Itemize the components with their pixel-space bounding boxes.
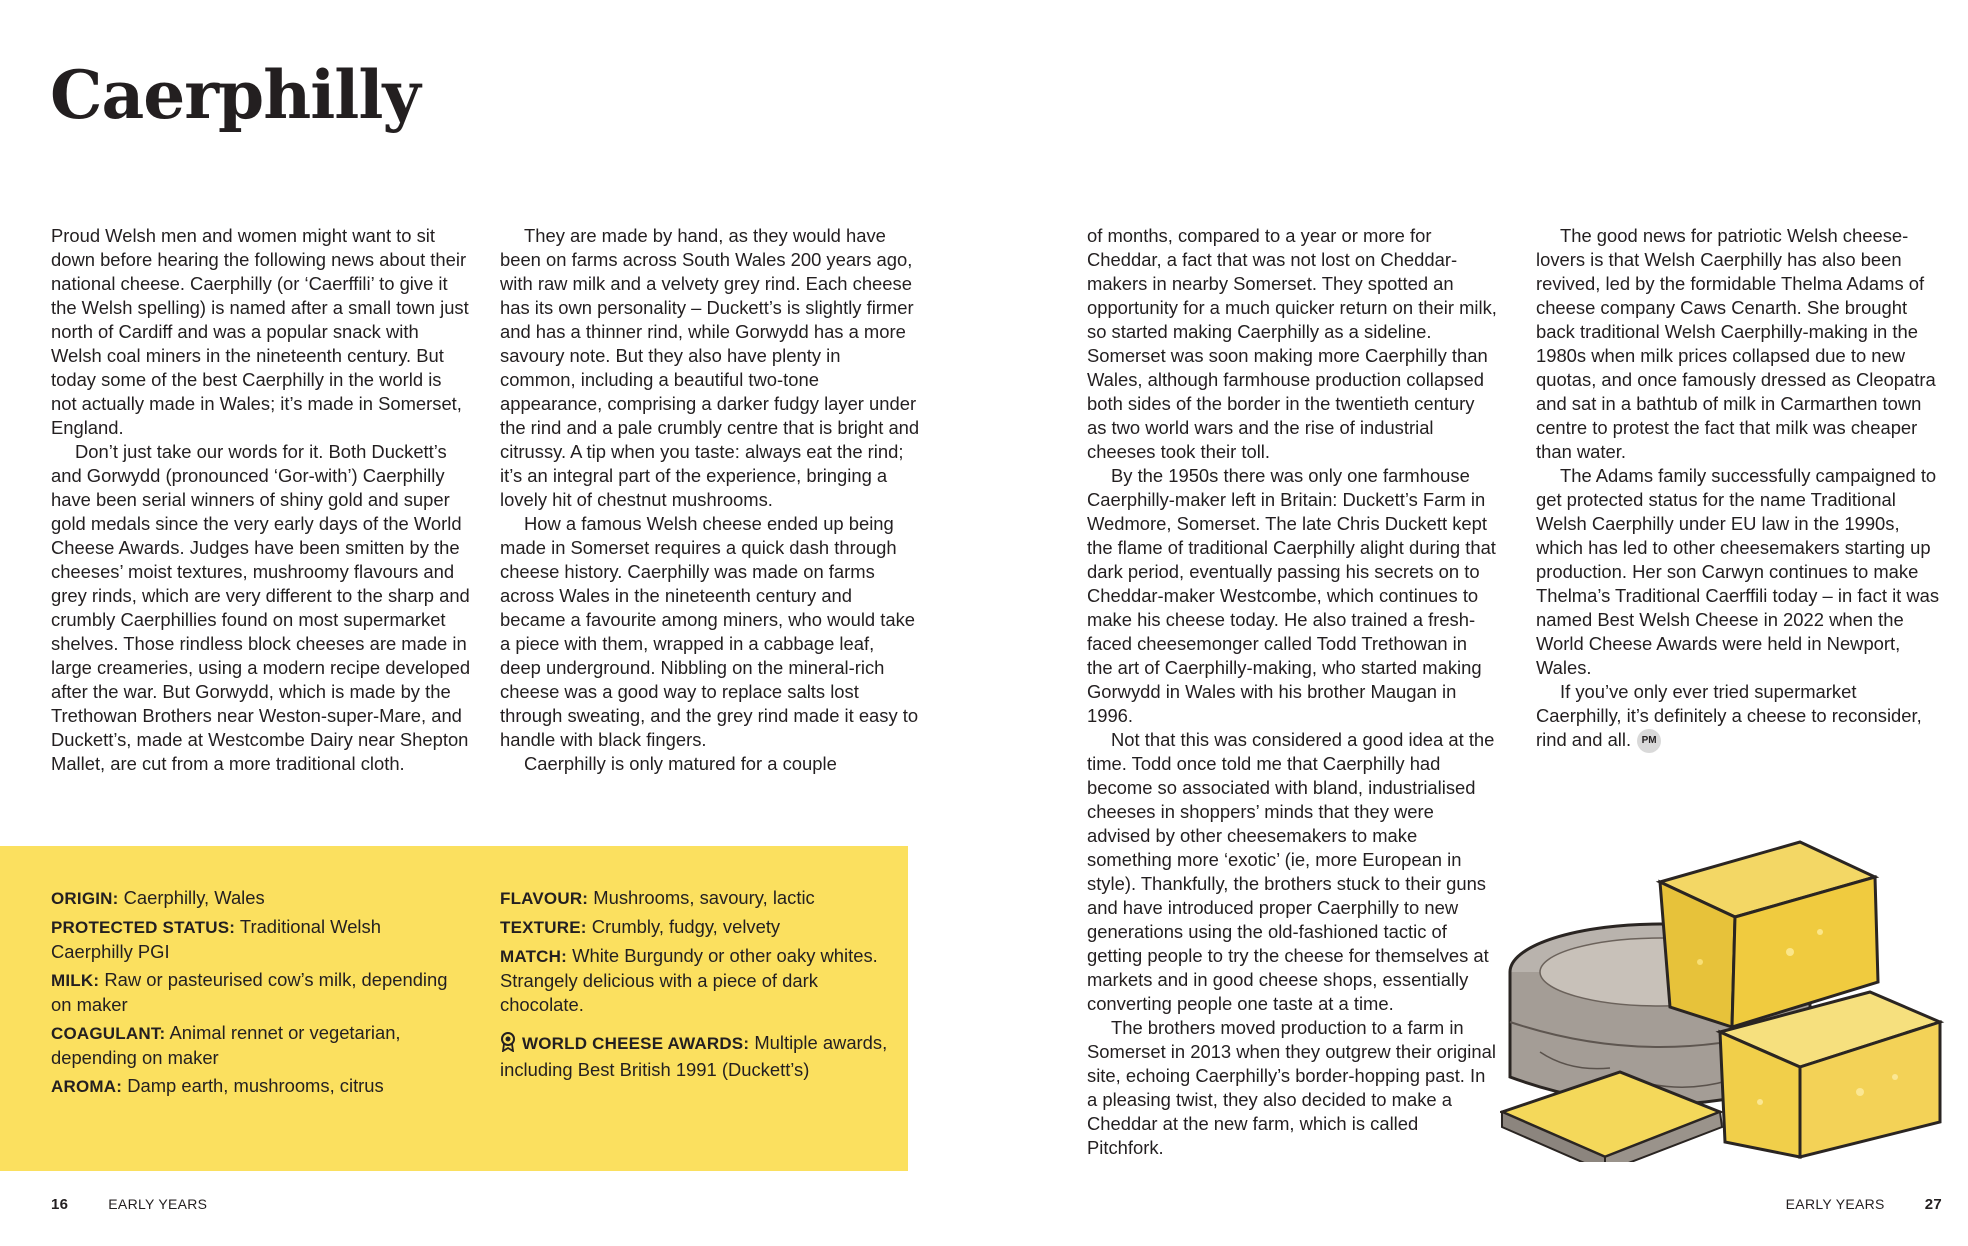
section-label-right: EARLY YEARS [1785, 1196, 1885, 1212]
fact-protected-status [51, 915, 461, 964]
body-paragraph: The Adams family successfully campaigned to get protected status for the name Traditional Welsh Caerphilly under EU law in the 1990s, which has led to other cheesemakers starting up production. Her son Carwyn continues to make Thelma’s Traditional Caerffili today – in fact it was named Best Welsh Cheese in 2022 when the World Cheese Awards were held in Newport, Wales. [1536, 465, 1940, 678]
fact-column-left [51, 886, 461, 1103]
fact-label: ORIGIN: [51, 889, 119, 908]
fact-value: Raw or pasteurised cow’s milk, depending on maker [51, 969, 448, 1015]
footer-left [51, 1196, 207, 1213]
fact-value: Caerphilly, Wales [123, 887, 265, 908]
body-paragraph: Not that this was considered a good idea at the time. Todd once told me that Caerphilly had become so associated with bland, industrialised cheeses in shoppers’ minds that they were advised by other cheesemakers to make something more ‘exotic’ (ie, more European in style). Thankfully, the brothers stuck to their guns and have introduced proper Caerphilly to new generations using the old-fashioned tactic of getting people to try the cheese for themselves at markets and in good cheese shops, essentially converting people one taste at a time. [1087, 729, 1495, 1014]
fact-label: COAGULANT: [51, 1024, 166, 1043]
section-label-left: EARLY YEARS [108, 1196, 208, 1212]
fact-label: WORLD CHEESE AWARDS: [522, 1034, 750, 1053]
fact-value: Multiple awards, including Best British 1991 (Duckett’s) [500, 1032, 888, 1080]
body-paragraph-last [1536, 680, 1946, 753]
fact-awards [500, 1031, 890, 1082]
fact-origin [51, 886, 461, 911]
fact-label: TEXTURE: [500, 918, 587, 937]
footer-right [1786, 1196, 1942, 1213]
fact-value: Animal rennet or vegetarian, depending on maker [51, 1022, 401, 1068]
body-column-2 [500, 224, 920, 776]
fact-milk [51, 968, 461, 1017]
body-paragraph: They are made by hand, as they would have been on farms across South Wales 200 years ago, with raw milk and a velvety grey rind. Each cheese has its own personality – Duckett’s is slightly firmer and has a thinner rind, while Gorwydd has a more savoury note. But they also have plenty in common, including a beautiful two-tone appearance, comprising a darker fudgy layer under the rind and a pale crumbly centre that is bright and citrussy. A tip when you taste: always eat the rind; it’s an integral part of the experience, bringing a lovely hit of chestnut mushrooms. [500, 225, 920, 510]
fact-column-right [500, 886, 890, 1086]
fact-value: Crumbly, fudgy, velvety [591, 916, 781, 937]
fact-texture [500, 915, 890, 940]
page-number-left: 16 [51, 1196, 69, 1213]
fact-label: MILK: [51, 971, 100, 990]
fact-label: MATCH: [500, 947, 567, 966]
page-title: Caerphilly [50, 56, 420, 134]
author-initials-badge: PM [1637, 729, 1661, 753]
fact-value: Traditional Welsh Caerphilly PGI [51, 916, 381, 962]
body-paragraph: How a famous Welsh cheese ended up being made in Somerset requires a quick dash through cheese history. Caerphilly was made on farms across Wales in the nineteenth century and became a favourite among miners, who would take a piece with them, wrapped in a cabbage leaf, deep underground. Nibbling on the mineral-rich cheese was a good way to replace salts lost through sweating, and the grey rind made it easy to handle with black fingers. [500, 513, 919, 750]
caerphilly-cheese-illustration [1500, 822, 1960, 1162]
body-paragraph-text: If you’ve only ever tried supermarket Caerphilly, it’s definitely a cheese to reconsider, rind and all. [1536, 681, 1922, 750]
fact-value: Mushrooms, savoury, lactic [593, 887, 815, 908]
fact-flavour [500, 886, 890, 911]
fact-label: AROMA: [51, 1077, 123, 1096]
fact-box [0, 846, 908, 1171]
body-column-1 [51, 224, 471, 776]
fact-label: PROTECTED STATUS: [51, 918, 236, 937]
award-rosette-icon [500, 1032, 516, 1058]
fact-label: FLAVOUR: [500, 889, 589, 908]
fact-aroma [51, 1074, 461, 1099]
body-paragraph: The good news for patriotic Welsh cheese-lovers is that Welsh Caerphilly has also been revived, led by the formidable Thelma Adams of cheese company Caws Cenarth. She brought back traditional Welsh Caerphilly-making in the 1980s when milk prices collapsed due to new quotas, and once famously dressed as Cleopatra and sat in a bathtub of milk in Carmarthen town centre to protest the fact that milk was cheaper than water. [1536, 225, 1936, 462]
page-number-right: 27 [1924, 1196, 1942, 1213]
body-paragraph: of months, compared to a year or more for Cheddar, a fact that was not lost on Cheddar-makers in nearby Somerset. They spotted an opportunity for a much quicker return on their milk, so started making Caerphilly as a sideline. Somerset was soon making more Caerphilly than Wales, although farmhouse production collapsed both sides of the border in the twentieth century as two world wars and the rise of industrial cheeses took their toll. [1087, 225, 1497, 462]
body-paragraph: Proud Welsh men and women might want to sit down before hearing the following news about their national cheese. Caerphilly (or ‘Caerffili’ to give it the Welsh spelling) is named after a small town just north of Cardiff and was a popular snack with Welsh coal miners in the nineteenth century. But today some of the best Caerphilly in the world is not actually made in Wales; it’s made in Somerset, England. [51, 225, 469, 438]
body-paragraph: Caerphilly is only matured for a couple [524, 753, 837, 774]
fact-value: Damp earth, mushrooms, citrus [127, 1075, 384, 1096]
body-column-3 [1087, 224, 1497, 1160]
body-column-4 [1536, 224, 1946, 753]
fact-coagulant [51, 1021, 461, 1070]
body-paragraph: Don’t just take our words for it. Both Duckett’s and Gorwydd (pronounced ‘Gor-with’) Caerphilly have been serial winners of shiny gold and super gold medals since the very early days of the World Cheese Awards. Judges have been smitten by the cheeses’ moist textures, mushroomy flavours and grey rinds, which are very different to the sharp and crumbly Caerphillies found on most supermarket shelves. Those rindless block cheeses are made in large creameries, using a modern recipe developed after the war. But Gorwydd, which is made by the Trethowan Brothers near Weston-super-Mare, and Duckett’s, made at Westcombe Dairy near Shepton Mallet, are cut from a more traditional cloth. [51, 441, 471, 774]
body-paragraph: The brothers moved production to a farm in Somerset in 2013 when they outgrew their original site, echoing Caerphilly’s border-hopping past. In a pleasing twist, they also decided to make a Cheddar at the new farm, which is called Pitchfork. [1087, 1017, 1496, 1158]
fact-match [500, 944, 890, 1017]
body-paragraph: By the 1950s there was only one farmhouse Caerphilly-maker left in Britain: Duckett’s Farm in Wedmore, Somerset. The late Chris Duckett kept the flame of traditional Caerphilly alight during that dark period, eventually passing his secrets on to Cheddar-maker Westcombe, which continues to make his cheese today. He also trained a fresh-faced cheesemonger called Todd Trethowan in the art of Caerphilly-making, who started making Gorwydd in Wales with his brother Maugan in 1996. [1087, 465, 1496, 726]
fact-value: White Burgundy or other oaky whites. Strangely delicious with a piece of dark chocolate. [500, 945, 878, 1015]
